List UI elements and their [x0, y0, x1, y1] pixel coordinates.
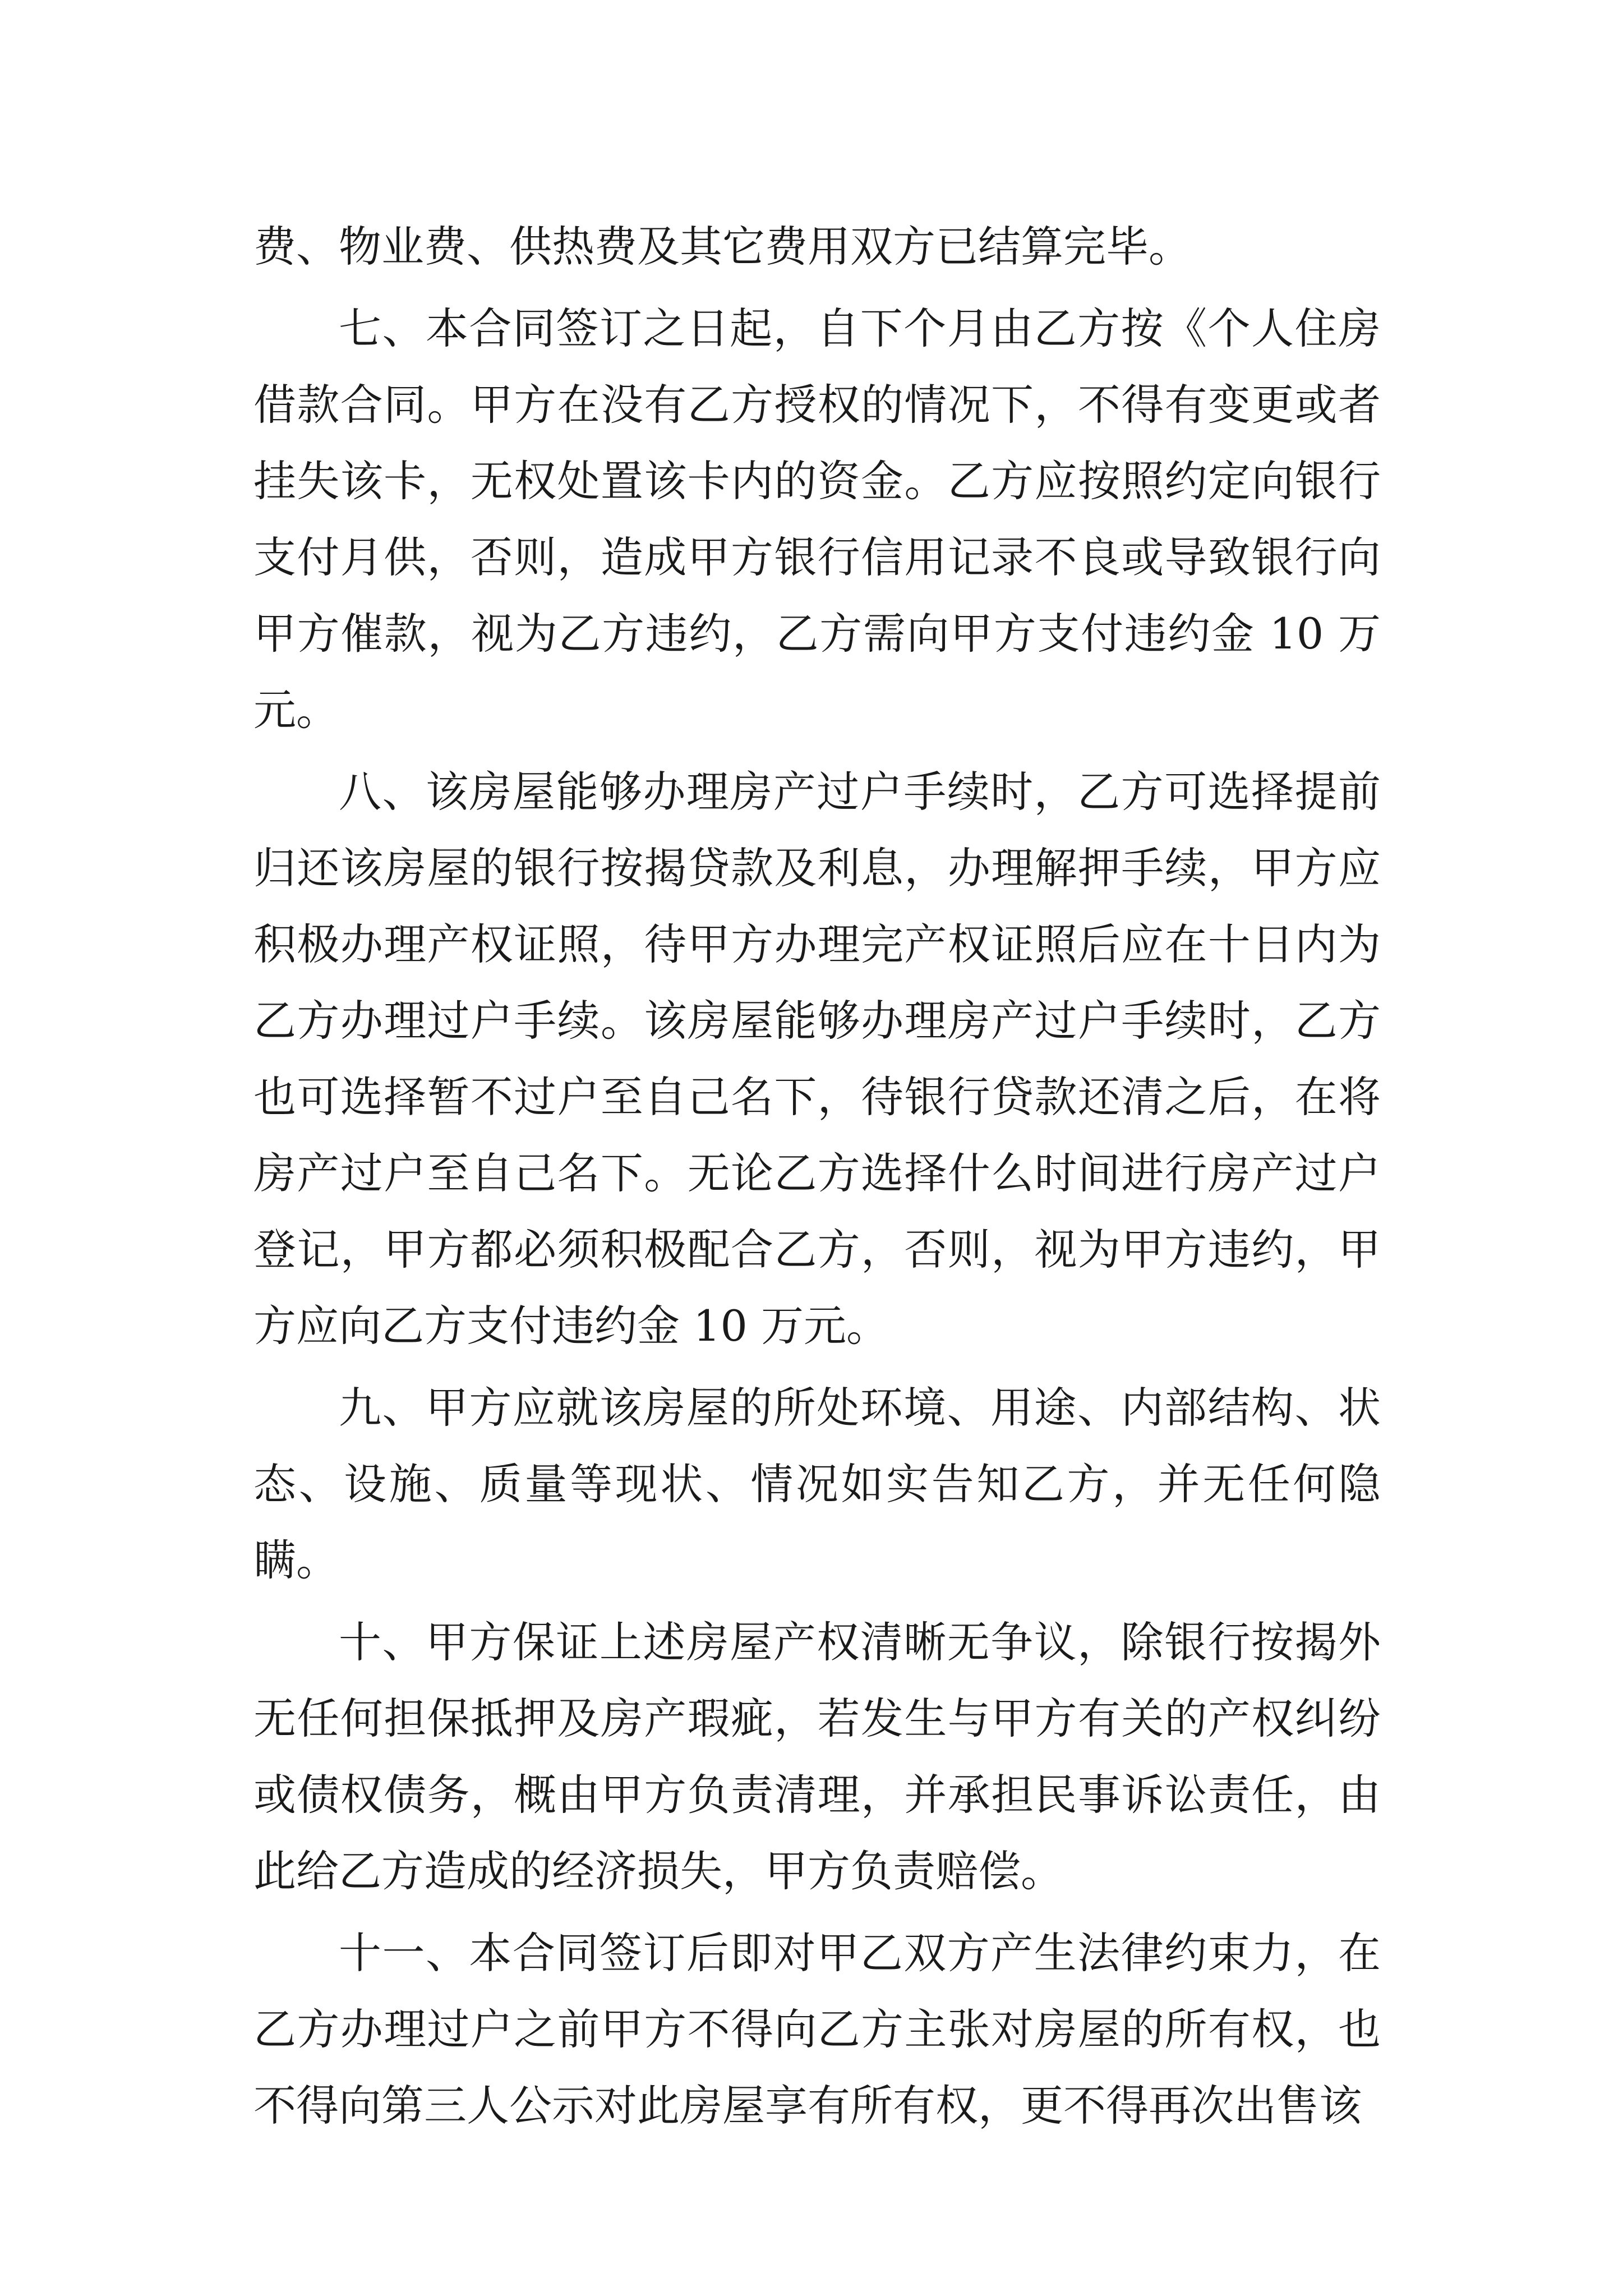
paragraph-continuation: 费、物业费、供热费及其它费用双方已结算完毕。	[253, 222, 1191, 272]
document-body	[253, 209, 1381, 2150]
paragraph-clause-9: 九、甲方应就该房屋的所处环境、用途、内部结构、状态、设施、质量等现状、情况如实告知乙方，并无任何隐瞒。	[253, 1383, 1381, 1585]
paragraph-clause-8: 八、该房屋能够办理房产过户手续时，乙方可选择提前归还该房屋的银行按揭贷款及利息，办理解押手续，甲方应积极办理产权证照，待甲方办理完产权证照后应在十日内为乙方办理过户手续。该房屋能够办理房产过户手续时，乙方也可选择暂不过户至自己名下，待银行贷款还清之后，在将房产过户至自己名下。无论乙方选择什么时间进行房产过户登记，甲方都必须积极配合乙方，否则，视为甲方违约，甲方应向乙方支付违约金 10 万元。	[253, 767, 1381, 1351]
paragraph-clause-7: 七、本合同签订之日起，自下个月由乙方按《个人住房借款合同。甲方在没有乙方授权的情况下，不得有变更或者挂失该卡，无权处置该卡内的资金。乙方应按照约定向银行支付月供，否则，造成甲方银行信用记录不良或导致银行向甲方催款，视为乙方违约，乙方需向甲方支付违约金 10 万元。	[253, 303, 1381, 735]
paragraph-clause-10: 十、甲方保证上述房屋产权清晰无争议，除银行按揭外无任何担保抵押及房产瑕疵，若发生与甲方有关的产权纠纷或债权债务，概由甲方负责清理，并承担民事诉讼责任，由此给乙方造成的经济损失，甲方负责赔偿。	[253, 1617, 1381, 1896]
paragraph-clause-11: 十一、本合同签订后即对甲乙双方产生法律约束力，在乙方办理过户之前甲方不得向乙方主张对房屋的所有权，也不得向第三人公示对此房屋享有所有权，更不得再次出售该	[253, 1928, 1381, 2131]
